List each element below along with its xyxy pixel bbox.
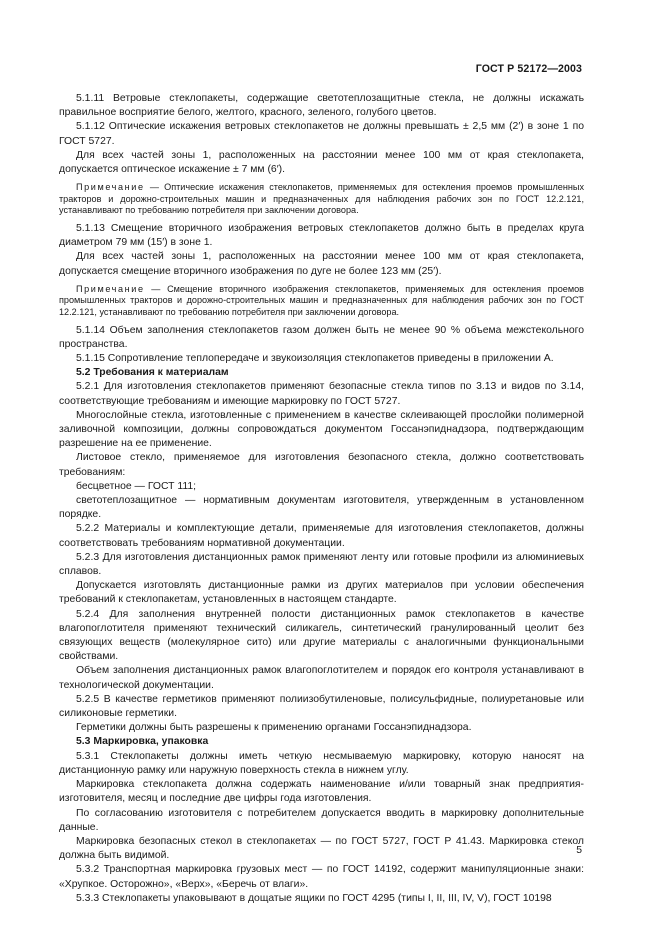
clause-5-2-5-continued: Герметики должны быть разрешены к применению органами Госсанэпиднадзора.: [76, 722, 472, 734]
clause-5-1-14: 5.1.14 Объем заполнения стеклопакетов газом должен быть не менее 90 % объема межстекольного пространства.: [59, 324, 584, 350]
clause-5-3-1-safety-glass: Маркировка безопасных стекол в стеклопакетах — по ГОСТ 5727, ГОСТ Р 41.43. Маркировка стекол должна быть видимой.: [59, 835, 584, 862]
clause-5-2-1-heat-protective: светотеплозащитное — нормативным документам изготовителя, утвержденным в установленном порядке.: [59, 495, 584, 521]
clause-5-3-1-additional: По согласованию изготовителя с потребителем допускается вводить в маркировку дополнительные данные.: [59, 807, 584, 833]
clause-5-1-13-continued: Для всех частей зоны 1, расположенных на расстоянии менее 100 мм от края стеклопакета, допускается смещение вторичного изображения по дуге не более 123 мм (25′).: [59, 251, 584, 277]
clause-5-2-3: 5.2.3 Для изготовления дистанционных рамок применяют ленту или готовые профили из алюминиевых сплавов.: [59, 551, 584, 578]
document-body: [59, 92, 584, 906]
clause-5-1-13: 5.1.13 Смещение вторичного изображения ветровых стеклопакетов должно быть в пределах круга диаметром 79 мм (15′) в зоне 1.: [59, 223, 584, 249]
clause-5-2-4-continued: Объем заполнения дистанционных рамок влагопоглотителем и порядок его контроля устанавливают в технологической документации.: [59, 665, 584, 691]
clause-5-2-1: 5.2.1 Для изготовления стеклопакетов применяют безопасные стекла типов по 3.13 и видов по 3.14, соответствующие требованиям и имеющие маркировку по ГОСТ 5727.: [59, 381, 584, 407]
document-code-header: ГОСТ Р 52172—2003: [475, 63, 582, 75]
note-label: Примечание: [76, 283, 145, 294]
section-heading-5-3: 5.3 Маркировка, упаковка: [76, 736, 209, 748]
page-number: 5: [576, 845, 582, 856]
clause-5-2-3-continued: Допускается изготовлять дистанционные рамки из других материалов при условии обеспечения требований к стеклопакетам, установленных в настоящем стандарте.: [59, 580, 584, 606]
note-text: — Смещение вторичного изображения стеклопакетов, применяемых для остекления проемов промышленных тракторов и дорожно-строительных машин и предназначенных для наблюдения рабочих зон по ГОСТ 12.2.121, устанавливают по требованию потребителя при заключении договора.: [59, 283, 584, 317]
note-secondary-image: [59, 284, 584, 319]
clause-5-2-2: 5.2.2 Материалы и комплектующие детали, применяемые для изготовления стеклопакетов, должны соответствовать требованиям нормативной документации.: [59, 523, 584, 549]
clause-5-1-15: 5.1.15 Сопротивление теплопередаче и звукоизоляция стеклопакетов приведены в приложении А.: [76, 353, 554, 364]
note-text: — Оптические искажения стеклопакетов, применяемых для остекления проемов промышленных тракторов и дорожно-строительных машин и предназначенных для наблюдения рабочих зон по ГОСТ 12.2.121, устанавливают по требованию потребителя при заключении договора.: [59, 182, 584, 216]
clause-5-2-1-sheet-glass: Листовое стекло, применяемое для изготовления безопасного стекла, должно соответствовать требованиям:: [59, 452, 584, 478]
clause-5-3-1-content: Маркировка стеклопакета должна содержать наименование и/или товарный знак предприятия-изготовителя, месяц и последние две цифры года изготовления.: [59, 779, 584, 805]
clause-5-2-1-colorless: бесцветное — ГОСТ 111;: [76, 480, 197, 492]
clause-5-3-3: 5.3.3 Стеклопакеты упаковывают в дощатые ящики по ГОСТ 4295 (типы I, II, III, IV, V), ГОСТ 10198: [76, 892, 552, 904]
clause-5-2-1-multilayer: Многослойные стекла, изготовленные с применением в качестве склеивающей прослойки полимерной заливочной композиции, должны сопровождаться документом Госсанэпиднадзора, подтверждающим разрешение на ее применение.: [59, 409, 584, 450]
clause-5-3-1: 5.3.1 Стеклопакеты должны иметь четкую несмываемую маркировку, которую наносят на дистанционную рамку или наружную поверхность стекла в нижнем углу.: [59, 750, 584, 776]
note-label: Примечание: [76, 182, 145, 193]
note-optical-distortion: [59, 182, 584, 217]
clause-5-1-12-continued: Для всех частей зоны 1, расположенных на расстоянии менее 100 мм от края стеклопакета, допускается оптическое искажение ± 7 мм (6′).: [59, 149, 584, 176]
clause-5-1-11: 5.1.11 Ветровые стеклопакеты, содержащие светотеплозащитные стекла, не должны искажать правильное восприятие белого, желтого, красного, зеленого, голубого цветов.: [59, 93, 584, 119]
clause-5-2-5: 5.2.5 В качестве герметиков применяют полиизобутиленовые, полисульфидные, полиуретановые или силиконовые герметики.: [59, 693, 584, 720]
clause-5-1-12: 5.1.12 Оптические искажения ветровых стеклопакетов не должны превышать ± 2,5 мм (2′) в зоне 1 по ГОСТ 5727.: [59, 121, 584, 147]
clause-5-2-4: 5.2.4 Для заполнения внутренней полости дистанционных рамок стеклопакетов в качестве влагопоглотителя применяют технический силикагель, синтетический гранулированный цеолит без связующих веществ (молекулярное сито) или другие материалы с аналогичными функциональными свойствами.: [59, 608, 584, 663]
clause-5-3-2: 5.3.2 Транспортная маркировка грузовых мест — по ГОСТ 14192, содержит манипуляционные знаки: «Хрупкое. Осторожно», «Верх», «Беречь от влаги».: [59, 864, 584, 890]
section-heading-5-2: 5.2 Требования к материалам: [76, 367, 229, 379]
